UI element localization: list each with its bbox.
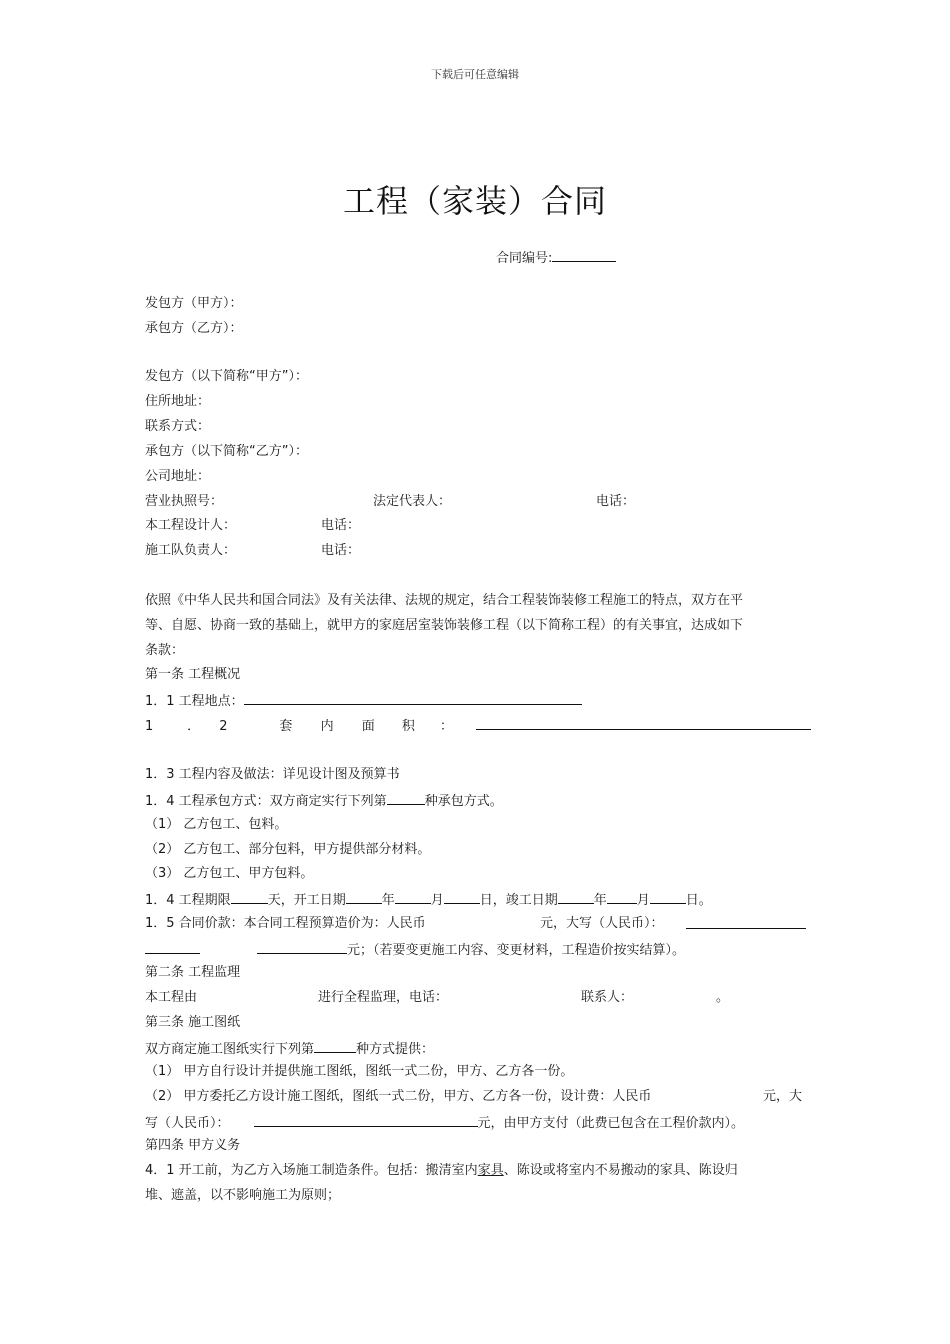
char: 内 [320,719,334,734]
party-a-short: 发包方（甲方）： [145,296,243,311]
item-1-1-label: 1．1 工程地点： [145,694,244,709]
price-mid-label: 元，大写（人民币）： [540,916,664,931]
furniture-link[interactable]: 家具 [477,1163,504,1178]
drawings-intro [145,1039,434,1059]
item-4-1-text-b: 、陈设或将室内不易搬动的家具、陈设归 [503,1163,738,1178]
item-4-1-line2: 堆、遮盖，以不影响施工为原则； [145,1188,341,1203]
designer-label: 本工程设计人： [145,518,237,533]
period-label: 1．4 工程期限 [145,893,231,908]
start-date-label: 天，开工日期 [267,893,346,908]
price-line-2 [145,940,685,960]
floor-area-blank[interactable] [476,716,811,730]
end-label: 日。 [685,893,712,908]
article-3-heading: 第三条 施工图纸 [145,1015,241,1030]
legal-rep-label: 法定代表人： [373,494,452,509]
contract-number-blank[interactable] [552,248,616,262]
item-1-4-tail: 种承包方式。 [424,794,503,809]
month-label: 月 [430,893,444,908]
price-label: 1．5 合同价款：本合同工程预算造价为：人民币 [145,916,426,931]
contract-mode-blank[interactable] [387,791,425,805]
item-1-4 [145,791,503,811]
header-note: 下载后可任意编辑 [431,68,519,81]
party-b-label: 承包方（以下简称“乙方”）： [145,444,308,459]
end-date-label: 日，竣工日期 [479,893,558,908]
document-title: 工程（家装）合同 [342,182,607,220]
party-a-label: 发包方（以下简称“甲方”）： [145,369,308,384]
item-1-4-text: 1．4 工程承包方式：双方商定实行下列第 [145,794,387,809]
end-month-blank[interactable] [607,890,637,904]
drawings-fee-words-label: 写（人民币）： [145,1116,230,1131]
phone-label-1: 电话： [596,494,636,509]
item-1-1 [145,691,582,711]
drawings-intro-text: 双方商定施工图纸实行下列第 [145,1042,315,1057]
supervision-text-d: 。 [716,990,730,1005]
month-label-2: 月 [636,893,650,908]
end-year-blank[interactable] [558,890,594,904]
drawings-option-1: （1） 甲方自行设计并提供施工图纸，图纸一式二份，甲方、乙方各一份。 [145,1064,574,1079]
start-year-blank[interactable] [346,890,382,904]
article-4-heading: 第四条 甲方义务 [145,1138,241,1153]
char: 套 [279,719,293,734]
item-4-1-line1 [145,1162,738,1180]
party-b-short: 承包方（乙方）： [145,321,243,336]
price-words-blank-1 [686,915,806,933]
start-day-blank[interactable] [444,890,480,904]
supervision-text-b: 进行全程监理，电话： [318,990,449,1005]
phone-label-3: 电话： [321,543,361,558]
drawings-intro-tail: 种方式提供： [356,1042,435,1057]
contract-number [496,247,616,266]
char: 积 [401,719,415,734]
team-leader-label: 施工队负责人： [145,543,237,558]
preamble-line-2: 等、自愿、协商一致的基础上，就甲方的家庭居室装饰装修工程（以下简称工程）的有关事宜，达成如下 [145,618,744,633]
article-2-heading: 第二条 工程监理 [145,965,241,980]
option-1: （1） 乙方包工、包料。 [145,817,288,832]
year-label: 年 [381,893,395,908]
address-label: 住所地址： [145,394,211,409]
article-1-heading: 第一条 工程概况 [145,667,241,682]
start-month-blank[interactable] [395,890,431,904]
drawings-option-2a: （2） 甲方委托乙方设计施工图纸，图纸一式二份，甲方、乙方各一份，设计费：人民币 [145,1089,652,1104]
item-1-2 [145,716,811,736]
preamble-line-1: 依照《中华人民共和国合同法》及有关法律、法规的规定，结合工程装饰装修工程施工的特点，双方在平 [145,593,744,608]
price-tail: 元；（若要变更施工内容、变更材料，工程造价按实结算）。 [347,943,686,958]
year-label-2: 年 [593,893,607,908]
design-fee-blank[interactable] [254,1113,478,1127]
price-words-blank-2[interactable] [145,940,200,954]
supervision-text-c: 联系人： [581,990,634,1005]
days-blank[interactable] [231,890,268,904]
option-2: （2） 乙方包工、部分包料，甲方提供部分材料。 [145,842,431,857]
char: 面 [361,719,375,734]
drawings-option-2b: 元，大 [763,1089,803,1104]
option-3: （3） 乙方包工、甲方包料。 [145,866,314,881]
phone-label-2: 电话： [321,518,361,533]
contact-label: 联系方式： [145,419,211,434]
preamble-line-3: 条款： [145,643,185,658]
char: 2 [219,719,228,734]
company-address-label: 公司地址： [145,469,211,484]
period-line [145,890,712,910]
char: 1 [145,719,154,734]
price-words-blank-3[interactable] [257,940,347,954]
site-location-blank[interactable] [244,691,582,705]
contract-number-label: 合同编号: [496,251,553,266]
license-label: 营业执照号： [145,494,224,509]
end-day-blank[interactable] [650,890,686,904]
drawings-fee-tail: 元，由甲方支付（此费已包含在工程价款内）。 [477,1116,745,1131]
item-4-1-text-a: 4．1 开工前，为乙方入场施工制造条件。包括：搬清室内 [145,1163,478,1178]
drawings-option-2-line2 [145,1113,744,1133]
supervision-text-a: 本工程由 [145,990,198,1005]
item-1-3: 1．3 工程内容及做法：详见设计图及预算书 [145,767,400,782]
char: ． [187,719,201,734]
drawings-mode-blank[interactable] [314,1039,356,1053]
char: ： [439,719,453,734]
